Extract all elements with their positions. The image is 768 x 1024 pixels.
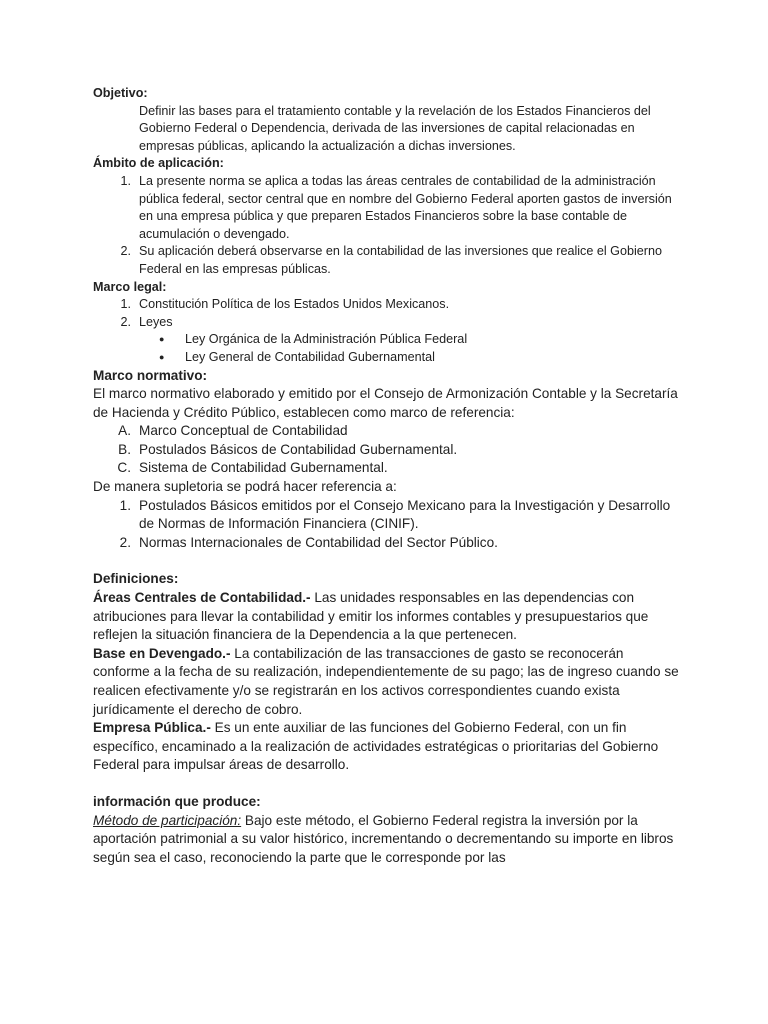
list-item [93, 296, 683, 314]
bullet-icon: ● [159, 351, 165, 362]
definition-entry [93, 719, 683, 775]
list-item-text: Su aplicación deberá observarse en la contabilidad de las inversiones que realice el Gobierno Federal en las empresas públicas. [139, 244, 662, 276]
definition-term: Base en Devengado.- [93, 645, 231, 661]
list-item [93, 497, 683, 534]
metodo-term: Método de participación: [93, 812, 242, 828]
bullet-text: Ley General de Contabilidad Gubernamental [185, 349, 435, 364]
section-ambito [93, 155, 683, 278]
list-item-text: Leyes [139, 314, 173, 329]
list-item [93, 459, 683, 478]
document-content [93, 85, 683, 867]
list-marker: B. [118, 441, 131, 457]
list-item [93, 422, 683, 441]
list-marker: 1. [120, 297, 131, 312]
definition-text: Las unidades responsables en las dependencias con atribuciones para llevar la contabilidad y emitir los informes contables y presupuestarios que reflejen la situación financiera de la Dependencia a la que pertenecen. [93, 590, 649, 643]
heading-marco-normativo: Marco normativo: [93, 367, 208, 383]
definition-entry [93, 645, 683, 719]
marco-normativo-intro: El marco normativo elaborado y emitido por el Consejo de Armonización Contable y la Secretaría de Hacienda y Crédito Público, establecen como marco de referencia: [93, 386, 678, 420]
list-item-text: Marco Conceptual de Contabilidad [139, 423, 348, 439]
heading-marco-legal: Marco legal: [93, 279, 167, 294]
supletoria-text: De manera supletoria se podrá hacer referencia a: [93, 479, 397, 495]
list-item-text: Postulados Básicos de Contabilidad Gubernamental. [139, 441, 458, 457]
section-marco-legal [93, 279, 683, 367]
objetivo-text: Definir las bases para el tratamiento contable y la revelación de los Estados Financieros del Gobierno Federal o Dependencia, derivada de las inversiones de capital relacionadas en empresas públicas, aplicando la actualización a dichas inversiones. [139, 103, 651, 153]
list-item-text: Sistema de Contabilidad Gubernamental. [139, 460, 388, 476]
list-marker: 2. [120, 314, 131, 329]
informacion-paragraph [93, 812, 683, 868]
definition-entry [93, 589, 683, 645]
list-item [93, 243, 683, 278]
list-marker: A. [118, 423, 131, 439]
heading-ambito: Ámbito de aplicación: [93, 156, 224, 171]
list-item [93, 314, 683, 332]
list-marker: C. [117, 460, 131, 476]
heading-definiciones: Definiciones: [93, 571, 179, 587]
definition-text: Es un ente auxiliar de las funciones del Gobierno Federal, con un fin específico, encaminado a la realización de actividades estratégicas o prioritarias del Gobierno Federal para impulsar áreas de desarrollo. [93, 720, 659, 773]
definition-term: Empresa Pública.- [93, 720, 211, 736]
list-item-text: Constitución Política de los Estados Unidos Mexicanos. [139, 297, 450, 312]
list-item [93, 173, 683, 243]
heading-informacion: información que produce: [93, 793, 261, 809]
list-item [93, 441, 683, 460]
metodo-text: Bajo este método, el Gobierno Federal registra la inversión por la aportación patrimonial a su valor histórico, incrementando o decrementando su importe en libros según sea el caso, reconociendo la parte que le corresponde por las [93, 812, 674, 865]
bullet-text: Ley Orgánica de la Administración Pública Federal [185, 332, 468, 347]
section-definiciones [93, 570, 683, 775]
bullet-item [93, 349, 683, 367]
section-marco-normativo [93, 367, 683, 553]
section-objetivo [93, 85, 683, 155]
list-item [93, 534, 683, 553]
bullet-icon: ● [159, 334, 165, 345]
list-marker: 1. [120, 173, 131, 188]
list-marker: 2. [119, 534, 131, 550]
definition-term: Áreas Centrales de Contabilidad.- [93, 590, 311, 606]
bullet-item [93, 331, 683, 349]
list-marker: 1. [119, 497, 131, 513]
list-marker: 2. [120, 244, 131, 259]
heading-objetivo: Objetivo: [93, 86, 148, 100]
list-item-text: Postulados Básicos emitidos por el Consejo Mexicano para la Investigación y Desarrollo de Normas de Información Financiera (CINIF). [139, 497, 671, 532]
definition-text: La contabilización de las transacciones de gasto se reconocerán conforme a la fecha de su realización, independientemente de su pago; las de ingreso cuando se realicen efectivamente y/o se registrarán en los activos correspondientes cuando exista jurídicamente el derecho de cobro. [93, 645, 679, 717]
section-informacion [93, 793, 683, 867]
list-item-text: Normas Internacionales de Contabilidad del Sector Público. [139, 534, 498, 550]
list-item-text: La presente norma se aplica a todas las áreas centrales de contabilidad de la administración pública federal, sector central que en nombre del Gobierno Federal aporten gastos de inversión en una empresa pública y que preparen Estados Financieros sobre la base contable de acumulación o devengado. [139, 173, 672, 241]
